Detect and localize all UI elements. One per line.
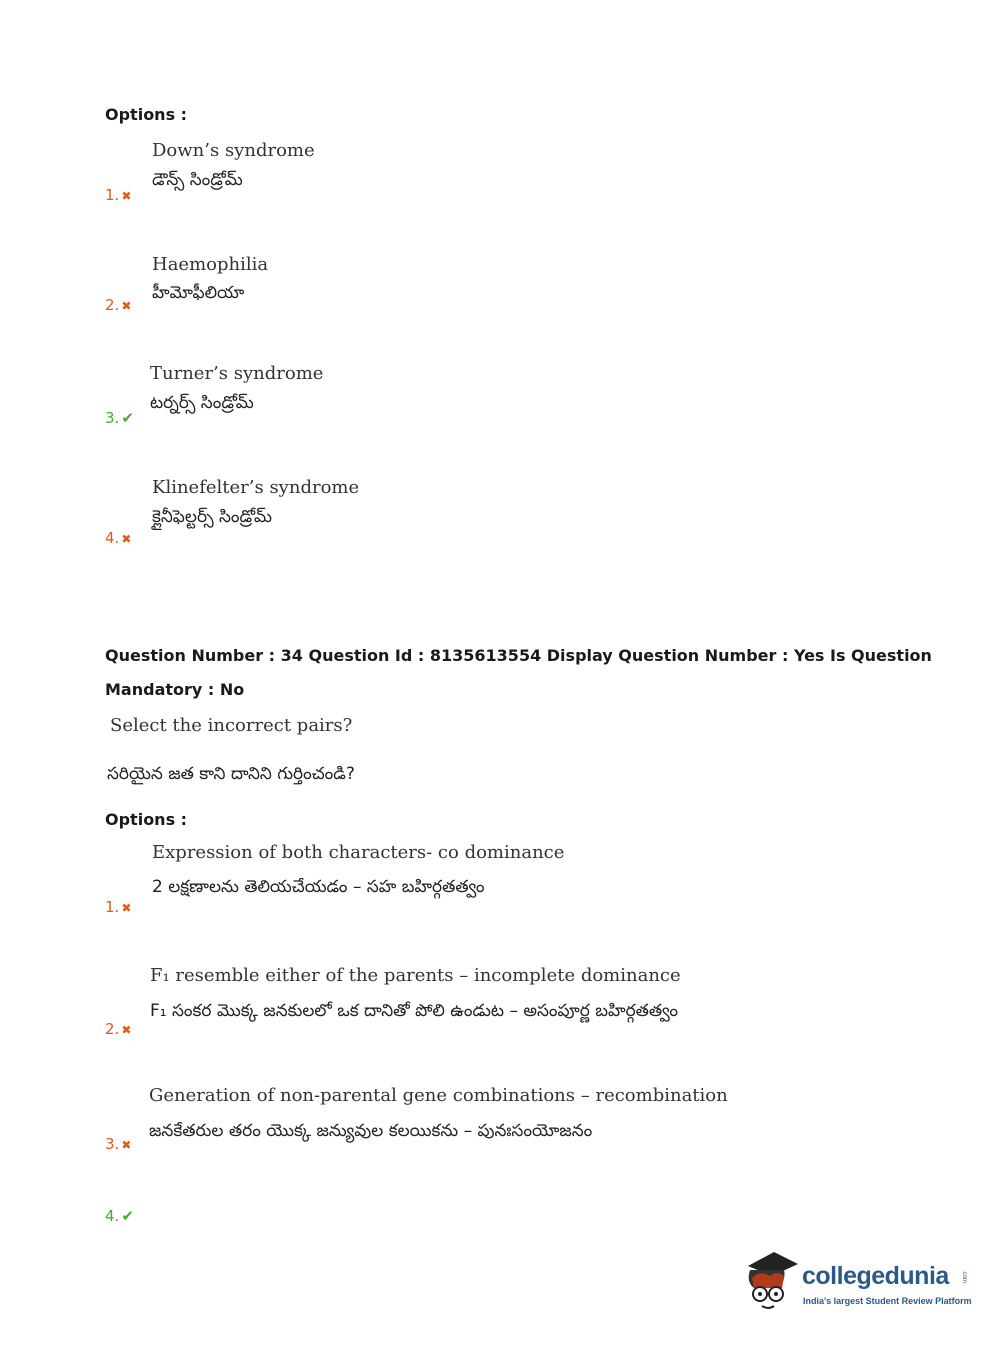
option-3-english: Turner’s syndrome — [150, 363, 324, 384]
q34-option-3-number: 3. ✖ — [105, 1135, 132, 1153]
option-1-number: 1. ✖ — [105, 186, 132, 204]
logo-tagline: India's largest Student Review Platform — [803, 1296, 972, 1306]
check-icon: ✔ — [121, 409, 134, 427]
logo-wordmark: collegedunia — [802, 1262, 949, 1290]
cross-icon: ✖ — [121, 901, 132, 915]
q34-option-4-number: 4. ✔ — [105, 1207, 134, 1225]
option-4-telugu: క్లైనీఫెల్టర్స్ సిండ్రోమ్ — [152, 507, 272, 527]
logo-suffix: .com — [961, 1270, 967, 1284]
cross-icon: ✖ — [121, 189, 132, 203]
cross-icon: ✖ — [121, 1023, 132, 1037]
option-2-english: Haemophilia — [152, 254, 269, 275]
cross-icon: ✖ — [121, 299, 132, 313]
options-label: Options : — [105, 105, 188, 124]
option-3-number: 3. ✔ — [105, 409, 134, 427]
option-1-telugu: డౌన్స్ సిండ్రోమ్ — [152, 170, 243, 190]
q34-option-1-telugu: 2 లక్షణాలను తెలియచేయడం – సహ బహిర్గతత్వం — [152, 877, 485, 897]
question-text-english: Select the incorrect pairs? — [110, 715, 353, 736]
question-text-telugu: సరియైన జత కాని దానిని గుర్తించండి? — [107, 764, 355, 784]
options-label: Options : — [105, 810, 188, 829]
student-mascot-icon — [740, 1248, 800, 1318]
q34-option-1-english: Expression of both characters- co dominance — [152, 842, 565, 863]
check-icon: ✔ — [121, 1207, 134, 1225]
cross-icon: ✖ — [121, 532, 132, 546]
q34-option-1-number: 1. ✖ — [105, 898, 132, 916]
option-3-telugu: టర్నర్స్ సిండ్రోమ్ — [150, 393, 254, 413]
q34-option-2-number: 2. ✖ — [105, 1020, 132, 1038]
option-4-number: 4. ✖ — [105, 529, 132, 547]
question-meta-line1: Question Number : 34 Question Id : 8135613554 Display Question Number : Yes Is Question — [105, 646, 932, 665]
option-2-telugu: హీమోఫీలియా — [152, 283, 245, 303]
q34-option-3-telugu: జనకేతరుల తరం యొక్క జన్యువుల కలయికను – పునఃసంయోజనం — [149, 1121, 593, 1141]
cross-icon: ✖ — [121, 1138, 132, 1152]
q34-option-3-english: Generation of non-parental gene combinations – recombination — [149, 1085, 728, 1106]
question-meta-line2: Mandatory : No — [105, 680, 245, 699]
option-4-english: Klinefelter’s syndrome — [152, 477, 360, 498]
option-2-number: 2. ✖ — [105, 296, 132, 314]
q34-option-2-english: F₁ resemble either of the parents – incomplete dominance — [150, 965, 681, 986]
collegedunia-logo — [740, 1248, 970, 1318]
q34-option-2-telugu: F₁ సంకర మొక్క జనకులలో ఒక దానితో పోలి ఉండుట – అసంపూర్ణ బహిర్గతత్వం — [150, 1001, 679, 1021]
option-1-english: Down’s syndrome — [152, 140, 315, 161]
